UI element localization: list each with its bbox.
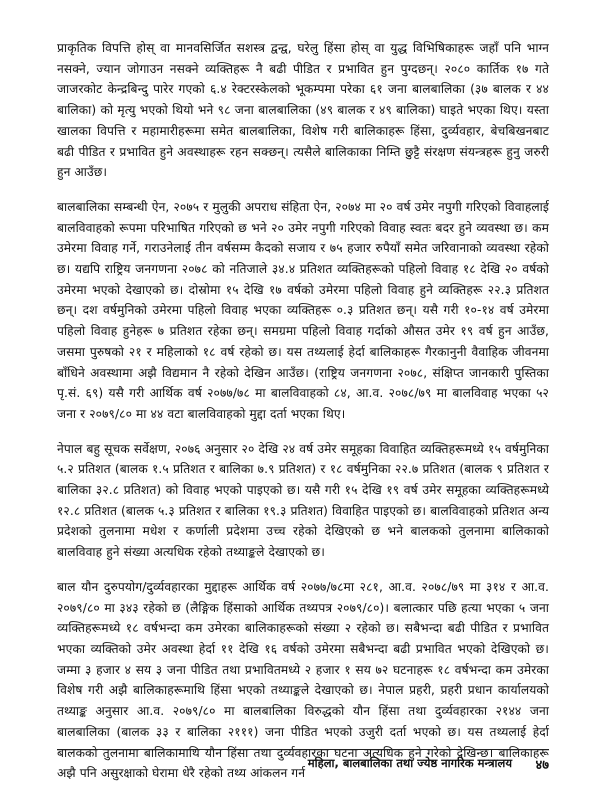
body-text [57, 38, 549, 798]
paragraph-disaster-vulnerability: प्राकृतिक विपत्ति होस् वा मानवसिर्जित सशस्त्र द्वन्द्व, घरेलु हिंसा होस् वा युद्ध विभिषिकाहरू जहाँ पनि भाग्न नसक्ने, ज्यान जोगाउन नसक्ने व्यक्तिहरू नै बढी पीडित र प्रभावित हुन पुग्दछन्। २०८० कार्तिक १७ गते जाजरकोट केन्द्रबिन्दु पारेर गएको ६.४ रेक्टरस्केलको भूकम्पमा परेका ६१ जना बालबालिका (३७ बालक र ४४ बालिका) को मृत्यु भएको थियो भने ९८ जना बालबालिका (४९ बालक र ४९ बालिका) घाइते भएका थिए। यस्ता खालका विपत्ति र महामारीहरूमा समेत बालबालिका, विशेष गरी बालिकाहरू हिंसा, दुर्व्यवहार, बेचबिखनबाट बढी पीडित र प्रभावित हुने अवस्थाहरू रहन सक्छन्। त्यसैले बालिकाका निम्ति छुट्टै संरक्षण संयन्त्रहरू हुनु जरुरी हुन आउँछ। [57, 41, 549, 180]
page-number: ४७ [535, 758, 549, 773]
footer-ministry-title: महिला, बालबालिका तथा ज्येष्ठ नागरिक मन्त्रालय [307, 756, 512, 770]
paragraph-survey-statistics: नेपाल बहु सूचक सर्वेक्षण, २०७६ अनुसार २० देखि २४ वर्ष उमेर समूहका विवाहित व्यक्तिहरूमध्ये १५ वर्षमुनिका ५.२ प्रतिशत (बालक १.५ प्रतिशत र बालिका ७.९ प्रतिशत) र १८ वर्षमुनिका २२.७ प्रतिशत (बालक ९ प्रतिशत र बालिका ३२.८ प्रतिशत) को विवाह भएको पाइएको छ। यसै गरी १५ देखि १९ वर्ष उमेर समूहका व्यक्तिहरूमध्ये १२.८ प्रतिशत (बालक ५.३ प्रतिशत र बालिका १९.३ प्रतिशत) विवाहित पाइएको छ। बालविवाहको प्रतिशत अन्य प्रदेशको तुलनामा मधेश र कर्णाली प्रदेशमा उच्च रहेको देखिएको छ भने बालकको तुलनामा बालिकाको बालविवाह हुने संख्या अत्यधिक रहेको तथ्याङ्कले देखाएको छ। [57, 441, 549, 560]
paragraph-sexual-abuse-cases: बाल यौन दुरुपयोग/दुर्व्यवहारका मुद्दाहरू आर्थिक वर्ष २०७७/७८मा २८१, आ.व. २०७८/७९ मा ३१४ र आ.व. २०७९/८० मा ३४३ रहेको छ (लैङ्गिक हिंसाको आर्थिक तथ्यपत्र २०७९/८०)। बलात्कार पछि हत्या भएका ५ जना व्यक्तिहरूमध्ये १८ वर्षभन्दा कम उमेरका बालिकाहरूको संख्या २ रहेको छ। सबैभन्दा बढी पीडित र प्रभावित भएका व्यक्तिको उमेर अवस्था हेर्दा ११ देखि १६ वर्षको उमेरमा सबैभन्दा बढी प्रभावित भएको देखिएको छ। जम्मा ३ हजार ४ सय ३ जना पीडित तथा प्रभावितमध्ये २ हजार १ सय ७२ घटनाहरू १८ वर्षभन्दा कम उमेरका विशेष गरी अझै बालिकाहरूमाथि हिंसा भएको तथ्याङ्कले देखाएको छ। नेपाल प्रहरी, प्रहरी प्रधान कार्यालयको तथ्याङ्क अनुसार आ.व. २०७९/८० मा बालबालिका विरुद्धको यौन हिंसा तथा दुर्व्यवहारका २१४४ जना बालबालिका (बालक ३३ र बालिका २१११) जना पीडित भएको उजुरी दर्ता भएको छ। यस तथ्यलाई हेर्दा बालकको तुलनामा बालिकामाथि यौन हिंसा तथा दुर्व्यवहारका घटना अत्यधिक हुने गरेको देखिन्छ। बालिकाहरू अझै पनि असुरक्षाको घेरामा धेरै रहेको तथ्य आंकलन गर्न [57, 579, 549, 781]
footer-divider [57, 749, 549, 750]
paragraph-child-marriage-law: बालबालिका सम्बन्धी ऐन, २०७५ र मुलुकी अपराध संहिता ऐन, २०७४ मा २० वर्ष उमेर नपुगी गरिएको विवाहलाई बालविवाहको रूपमा परिभाषित गरिएको छ भने २० उमेर नपुगी गरिएको विवाह स्वतः बदर हुने व्यवस्था छ। कम उमेरमा विवाह गर्ने, गराउनेलाई तीन वर्षसम्म कैदको सजाय र ७५ हजार रुपैयाँ समेत जरिवानाको व्यवस्था रहेको छ। यद्यपि राष्ट्रिय जनगणना २०७८ को नतिजाले ३४.४ प्रतिशत व्यक्तिहरूको पहिलो विवाह १८ देखि २० वर्षको उमेरमा भएको देखाएको छ। दोस्रोमा १५ देखि १७ वर्षको उमेरमा पहिलो विवाह हुने व्यक्तिहरू २२.३ प्रतिशत छन्। दश वर्षमुनिको उमेरमा पहिलो विवाह भएका व्यक्तिहरू ०.३ प्रतिशत छन्। यसै गरी १०-१४ वर्ष उमेरमा पहिलो विवाह हुनेहरू ७ प्रतिशत रहेका छन्। समग्रमा पहिलो विवाह गर्दाको औसत उमेर १९ वर्ष हुन आउँछ, जसमा पुरुषको २१ र महिलाको १८ वर्ष रहेको छ। यस तथ्यलाई हेर्दा बालिकाहरू गैरकानुनी वैवाहिक जीवनमा बाँधिने अवस्थामा अझै विद्यमान नै रहेको देखिन आउँछ। (राष्ट्रिय जनगणना २०७८, संक्षिप्त जानकारी पुस्तिका पृ.सं. ६९) यसै गरी आर्थिक वर्ष २०७७/७८ मा बालविवाहको ८४, आ.व. २०७८/७९ मा बालविवाह भएका ५२ जना र २०७९/८० मा ४४ वटा बालविवाहको मुद्दा दर्ता भएका थिए। [57, 199, 549, 421]
